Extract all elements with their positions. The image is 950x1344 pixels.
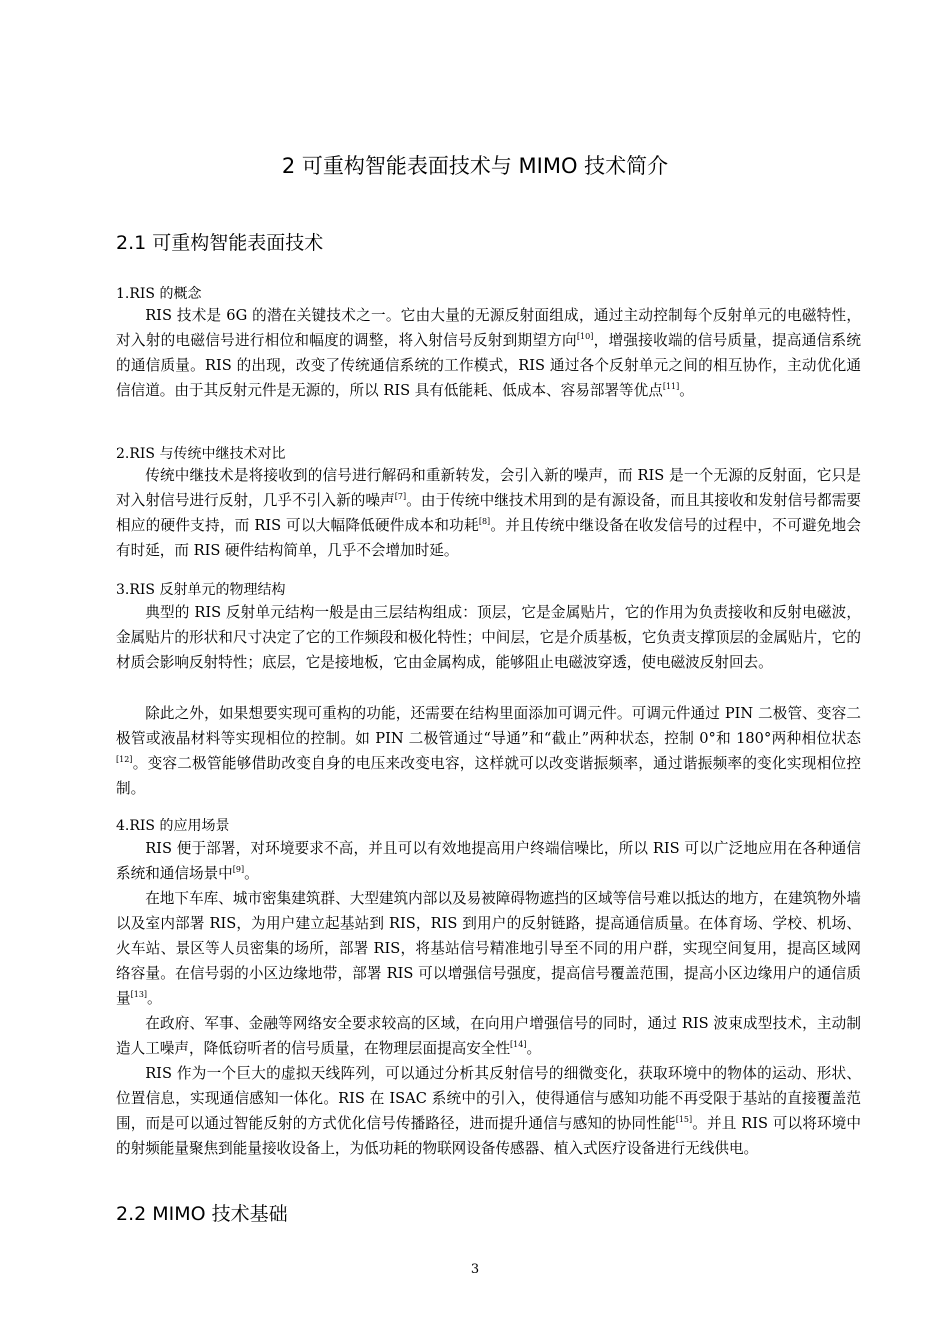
text: 。 [679, 382, 694, 399]
section-title-2-2: 2.2 MIMO 技术基础 [116, 1203, 288, 1225]
text: 。 [526, 1040, 542, 1057]
paragraph-ris-applications-2 [116, 886, 861, 1011]
text: 。变容二极管能够借助改变自身的电压来改变电容，这样就可以改变谐振频率，通过谐振频率的变化实现相位控制。 [116, 755, 861, 797]
citation: [11] [662, 382, 680, 392]
paragraph-ris-structure: 典型的 RIS 反射单元结构一般是由三层结构组成：顶层，它是金属贴片，它的作用为负责接收和反射电磁波，金属贴片的形状和尺寸决定了它的工作频段和极化特性；中间层，它是介质基板，它负责支撑顶层的金属贴片，它的材质会影响反射特性；底层，它是接地板，它由金属构成，能够阻止电磁波穿透，使电磁波反射回去。 [116, 604, 861, 671]
paragraph-ris-tunable [116, 701, 861, 801]
text: 除此之外，如果想要实现可重构的功能，还需要在结构里面添加可调元件。可调元件通过 PIN 二极管、变容二极管或液晶材料等实现相位的控制。如 PIN 二极管通过“导通”和“截止”两种状态，控制 0°和 180°两种相位状态 [116, 705, 861, 747]
text: 传统中继技术是将接收到的信号进行解码和重新转发，会引入新的噪声，而 RIS 是一个无源的反射面，它只是对入射信号进行反射，几乎不引入新的噪声 [116, 467, 861, 509]
subheading-ris-vs-relay: 2.RIS 与传统中继技术对比 [116, 446, 286, 462]
subheading-ris-applications: 4.RIS 的应用场景 [116, 818, 230, 834]
citation: [12] [116, 755, 133, 765]
text: 在政府、军事、金融等网络安全要求较高的区域，在向用户增强信号的同时，通过 RIS 波束成型技术，主动制造人工噪声，降低窃听者的信号质量，在物理层面提高安全性 [116, 1015, 861, 1057]
citation: [14] [510, 1040, 527, 1050]
paragraph-ris-vs-relay [116, 463, 861, 563]
text: 。并且传统中继设备在收发信号的过程中，不可避免地会有时延，而 RIS 硬件结构简单，几乎不会增加时延。 [116, 517, 861, 559]
subheading-ris-concept: 1.RIS 的概念 [116, 286, 202, 302]
page-number: 3 [470, 1262, 480, 1277]
text: RIS 作为一个巨大的虚拟天线阵列，可以通过分析其反射信号的细微变化，获取环境中的物体的运动、形状、位置信息，实现通信感知一体化。RIS 在 ISAC 系统中的引入，使得通信与感知功能不再受限于基站的直接覆盖范围，而是可以通过智能反射的方式优化信号传播路径，进而提升通信与感知的协同性能 [116, 1065, 861, 1132]
citation: [8] [478, 517, 491, 527]
section-title-2-1: 2.1 可重构智能表面技术 [116, 232, 324, 254]
text: 。 [244, 865, 259, 882]
text: ，增强接收端的信号质量，提高通信系统的通信质量。RIS 的出现，改变了传统通信系统的工作模式，RIS 通过各个反射单元之间的相互协作，主动优化通信信道。由于其反射元件是无源的，所以 RIS 具有低能耗、低成本、容易部署等优点 [116, 332, 861, 399]
chapter-title: 2 可重构智能表面技术与 MIMO 技术简介 [281, 154, 669, 178]
text: 。并且 RIS 可以将环境中的射频能量聚焦到能量接收设备上，为低功耗的物联网设备传感器、植入式医疗设备进行无线供电。 [116, 1115, 862, 1157]
citation: [7] [394, 492, 407, 502]
paragraph-ris-applications-4 [116, 1061, 861, 1161]
citation: [15] [675, 1115, 693, 1125]
paragraph-ris-applications-1 [116, 836, 861, 886]
citation: [13] [130, 990, 148, 1000]
citation: [9] [232, 865, 245, 875]
text: 。由于传统中继技术用到的是有源设备，而且其接收和发射信号都需要相应的硬件支持，而 RIS 可以大幅降低硬件成本和功耗 [116, 492, 861, 534]
text: RIS 便于部署，对环境要求不高，并且可以有效地提高用户终端信噪比，所以 RIS 可以广泛地应用在各种通信系统和通信场景中 [116, 840, 861, 882]
text: RIS 技术是 6G 的潜在关键技术之一。它由大量的无源反射面组成，通过主动控制每个反射单元的电磁特性，对入射的电磁信号进行相位和幅度的调整，将入射信号反射到期望方向 [116, 307, 861, 349]
text: 。 [147, 990, 162, 1007]
paragraph-ris-concept [116, 303, 861, 403]
citation: [10] [576, 332, 594, 342]
subheading-ris-structure: 3.RIS 反射单元的物理结构 [116, 582, 286, 598]
paragraph-ris-applications-3 [116, 1011, 861, 1061]
text: 在地下车库、城市密集建筑群、大型建筑内部以及易被障碍物遮挡的区域等信号难以抵达的地方，在建筑物外墙以及室内部署 RIS，为用户建立起基站到 RIS，RIS 到用户的反射链路，提高通信质量。在体育场、学校、机场、火车站、景区等人员密集的场所，部署 RIS，将基站信号精准地引导至不同的用户群，实现空间复用，提高区域网络容量。在信号弱的小区边缘地带，部署 RIS 可以增强信号强度，提高信号覆盖范围，提高小区边缘用户的通信质量 [116, 890, 861, 1007]
